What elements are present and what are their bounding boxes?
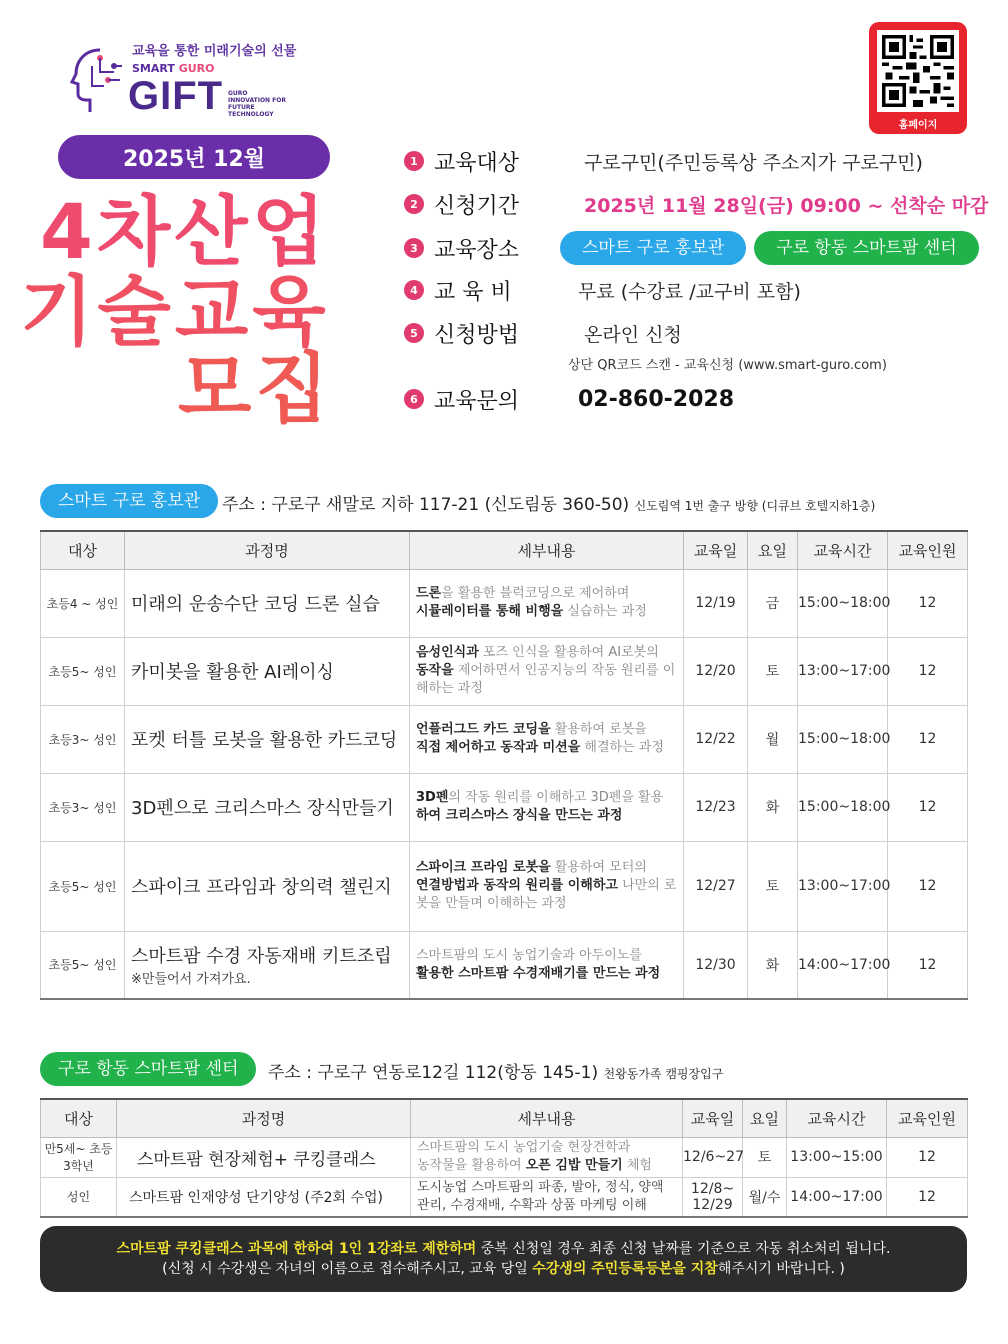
cell-detail: 도시농업 스마트팜의 파종, 발아, 정식, 양액 관리, 수경재배, 수확과 상품 마케팅 이해 [411, 1177, 683, 1217]
section1-pill: 스마트 구로 홍보관 [40, 484, 218, 518]
cell-day: 화 [748, 931, 798, 999]
info-method-sub[interactable]: 상단 QR코드 스캔 - 교육신청 (www.smart-guro.com) [568, 358, 887, 373]
cell-detail: 음성인식과 포즈 인식을 활용하여 AI로봇의 동작을 제어하면서 인공지능의 작동 원리를 이해하는 과정 [410, 637, 684, 705]
cell-count: 12 [888, 773, 968, 841]
title-line-2: 기술교육 [20, 267, 330, 356]
cell-target: 초등3~ 성인 [41, 773, 125, 841]
info-label: 신청기간 [434, 193, 520, 219]
cell-time: 13:00~17:00 [798, 637, 888, 705]
cell-detail: 언플러그드 카드 코딩을 활용하여 로봇을 직접 제어하고 동작과 미션을 해결하는 과정 [410, 705, 684, 773]
cell-date: 12/23 [684, 773, 748, 841]
col-header: 과정명 [125, 531, 410, 569]
cell-day: 월 [748, 705, 798, 773]
cell-time: 15:00~18:00 [798, 569, 888, 637]
table-row [41, 773, 968, 841]
col-header: 교육일 [684, 531, 748, 569]
number-badge: 5 [404, 323, 424, 343]
cell-target: 만5세~ 초등3학년 [41, 1137, 117, 1177]
number-badge: 6 [404, 389, 424, 409]
cell-count: 12 [888, 637, 968, 705]
cell-detail: 스마트팜의 도시 농업기술과 아두이노를 활용한 스마트팜 수경재배기를 만드는 과정 [410, 931, 684, 999]
table-row [41, 931, 968, 999]
table-row [41, 1137, 968, 1177]
cell-target: 성인 [41, 1177, 117, 1217]
section1-address: 주소 : 구로구 새말로 지하 117-21 (신도림동 360-50) 신도림역 1번 출구 방향 (디큐브 호텔지하1층) [222, 495, 876, 515]
cell-detail: 3D펜의 작동 원리를 이해하고 3D펜을 활용 하여 크리스마스 장식을 만드는 과정 [410, 773, 684, 841]
info-label: 교 육 비 [434, 279, 512, 305]
info-value: 구로구민(주민등록상 주소지가 구로구민) [584, 151, 923, 174]
info-value: 온라인 신청 [584, 323, 682, 346]
cell-detail: 드론을 활용한 블럭코딩으로 제어하며 시뮬레이터를 통해 비행을 실습하는 과정 [410, 569, 684, 637]
section2-pill: 구로 항동 스마트팜 센터 [40, 1052, 256, 1086]
cell-time: 15:00~18:00 [798, 705, 888, 773]
col-header: 요일 [743, 1099, 787, 1137]
notice-line-1: 스마트팜 쿠킹클래스 과목에 한하여 1인 1강좌로 제한하며 중복 신청일 경우 최종 신청 날짜를 기준으로 자동 취소처리 됩니다. [116, 1241, 891, 1257]
info-value: 02-860-2028 [578, 386, 735, 412]
cell-count: 12 [888, 705, 968, 773]
cell-count: 12 [887, 1177, 968, 1217]
col-header: 과정명 [117, 1099, 411, 1137]
table-row [41, 637, 968, 705]
qr-icon [877, 30, 959, 112]
cell-date: 12/22 [684, 705, 748, 773]
col-header: 대상 [41, 531, 125, 569]
col-header: 교육시간 [798, 531, 888, 569]
number-badge: 2 [404, 194, 424, 214]
number-badge: 3 [404, 238, 424, 258]
cell-detail: 스파이크 프라임 로봇을 활용하여 모터의 연결방법과 동작의 원리를 이해하고 나만의 로봇을 만들며 이해하는 과정 [410, 841, 684, 931]
notice-banner [40, 1226, 967, 1292]
info-label: 신청방법 [434, 322, 520, 348]
cell-date: 12/19 [684, 569, 748, 637]
info-label: 교육문의 [434, 388, 520, 414]
course-note: ※만들어서 가져가요. [131, 972, 251, 988]
table-header-row [41, 531, 968, 569]
info-method [404, 318, 682, 348]
cell-time: 13:00~17:00 [798, 841, 888, 931]
gift-logo [70, 38, 310, 118]
info-label: 교육장소 [434, 237, 520, 263]
cell-course: 포켓 터틀 로봇을 활용한 카드코딩 [125, 705, 410, 773]
info-period [404, 189, 988, 219]
logo-smart-guro: SMART GURO [132, 62, 215, 75]
table-row [41, 841, 968, 931]
cell-day: 화 [748, 773, 798, 841]
col-header: 교육시간 [787, 1099, 887, 1137]
cell-date: 12/6~27 [683, 1137, 743, 1177]
cell-date: 12/30 [684, 931, 748, 999]
cell-time: 14:00~17:00 [787, 1177, 887, 1217]
month-badge: 2025년 12월 [58, 135, 330, 179]
cell-target: 초등5~ 성인 [41, 841, 125, 931]
cell-count: 12 [888, 569, 968, 637]
cell-course: 스마트팜 현장체험+ 쿠킹클래스 [117, 1137, 411, 1177]
cell-time: 13:00~15:00 [787, 1137, 887, 1177]
info-target [404, 146, 923, 176]
cell-course: 카미봇을 활용한 AI레이싱 [125, 637, 410, 705]
cell-course: 미래의 운송수단 코딩 드론 실습 [125, 569, 410, 637]
col-header: 요일 [748, 531, 798, 569]
info-venue [404, 231, 987, 265]
cell-date: 12/8~ 12/29 [683, 1177, 743, 1217]
cell-target: 초등5~ 성인 [41, 637, 125, 705]
number-badge: 1 [404, 151, 424, 171]
info-fee [404, 275, 801, 305]
info-value: 2025년 11월 28일(금) 09:00 ~ 선착순 마감 [584, 194, 989, 217]
number-badge: 4 [404, 280, 424, 300]
section2-table [40, 1098, 968, 1218]
table-row [41, 705, 968, 773]
homepage-qr-code[interactable] [869, 22, 967, 134]
cell-count: 12 [887, 1137, 968, 1177]
col-header: 세부내용 [411, 1099, 683, 1137]
cell-date: 12/20 [684, 637, 748, 705]
title-line-3: 모집 [178, 344, 333, 433]
cell-course: 스마트팜 수경 자동재배 키트조립 ※만들어서 가져가요. [125, 931, 410, 999]
table-row [41, 1177, 968, 1217]
info-label: 교육대상 [434, 150, 520, 176]
col-header: 대상 [41, 1099, 117, 1137]
logo-tagline: 교육을 통한 미래기술의 선물 [132, 44, 297, 59]
venue-hangdong-pill: 구로 항동 스마트팜 센터 [754, 231, 978, 265]
col-header: 교육인원 [887, 1099, 968, 1137]
cell-day: 토 [743, 1137, 787, 1177]
notice-line-2: (신청 시 수강생은 자녀의 이름으로 접수해주시고, 교육 당일 수강생의 주민등록등본을 지참해주시기 바랍니다. ) [162, 1261, 845, 1277]
table-row [41, 569, 968, 637]
logo-gift: GIFT [128, 74, 224, 118]
cell-target: 초등3~ 성인 [41, 705, 125, 773]
cell-course: 스파이크 프라임과 창의력 챌린지 [125, 841, 410, 931]
cell-target: 초등4 ~ 성인 [41, 569, 125, 637]
cell-course: 스마트팜 인재양성 단기양성 (주2회 수업) [117, 1177, 411, 1217]
table-header-row [41, 1099, 968, 1137]
cell-day: 금 [748, 569, 798, 637]
cell-time: 14:00~17:00 [798, 931, 888, 999]
cell-detail: 스마트팜의 도시 농업기술 현장견학과 농작물을 활용하여 오픈 김밥 만들기 체험 [411, 1137, 683, 1177]
cell-day: 토 [748, 841, 798, 931]
col-header: 교육인원 [888, 531, 968, 569]
venue-smart-guro-pill: 스마트 구로 홍보관 [560, 231, 746, 265]
cell-course: 3D펜으로 크리스마스 장식만들기 [125, 773, 410, 841]
cell-day: 월/수 [743, 1177, 787, 1217]
cell-target: 초등5~ 성인 [41, 931, 125, 999]
cell-count: 12 [888, 931, 968, 999]
section1-table [40, 530, 968, 1000]
info-contact [404, 384, 734, 414]
section2-address: 주소 : 구로구 연동로12길 112(항동 145-1) 천왕동가족 캠핑장입구 [268, 1063, 724, 1083]
cell-count: 12 [888, 841, 968, 931]
col-header: 교육일 [683, 1099, 743, 1137]
logo-gift-sub: GURO INNOVATION FOR FUTURE TECHNOLOGY [228, 90, 286, 118]
qr-label: 홈페이지 [898, 120, 938, 131]
col-header: 세부내용 [410, 531, 684, 569]
title-line-1: 4차산업 [40, 187, 330, 276]
info-value: 무료 (수강료 /교구비 포함) [578, 280, 801, 303]
cell-day: 토 [748, 637, 798, 705]
cell-time: 15:00~18:00 [798, 773, 888, 841]
cell-date: 12/27 [684, 841, 748, 931]
circuit-head-icon [70, 46, 130, 116]
